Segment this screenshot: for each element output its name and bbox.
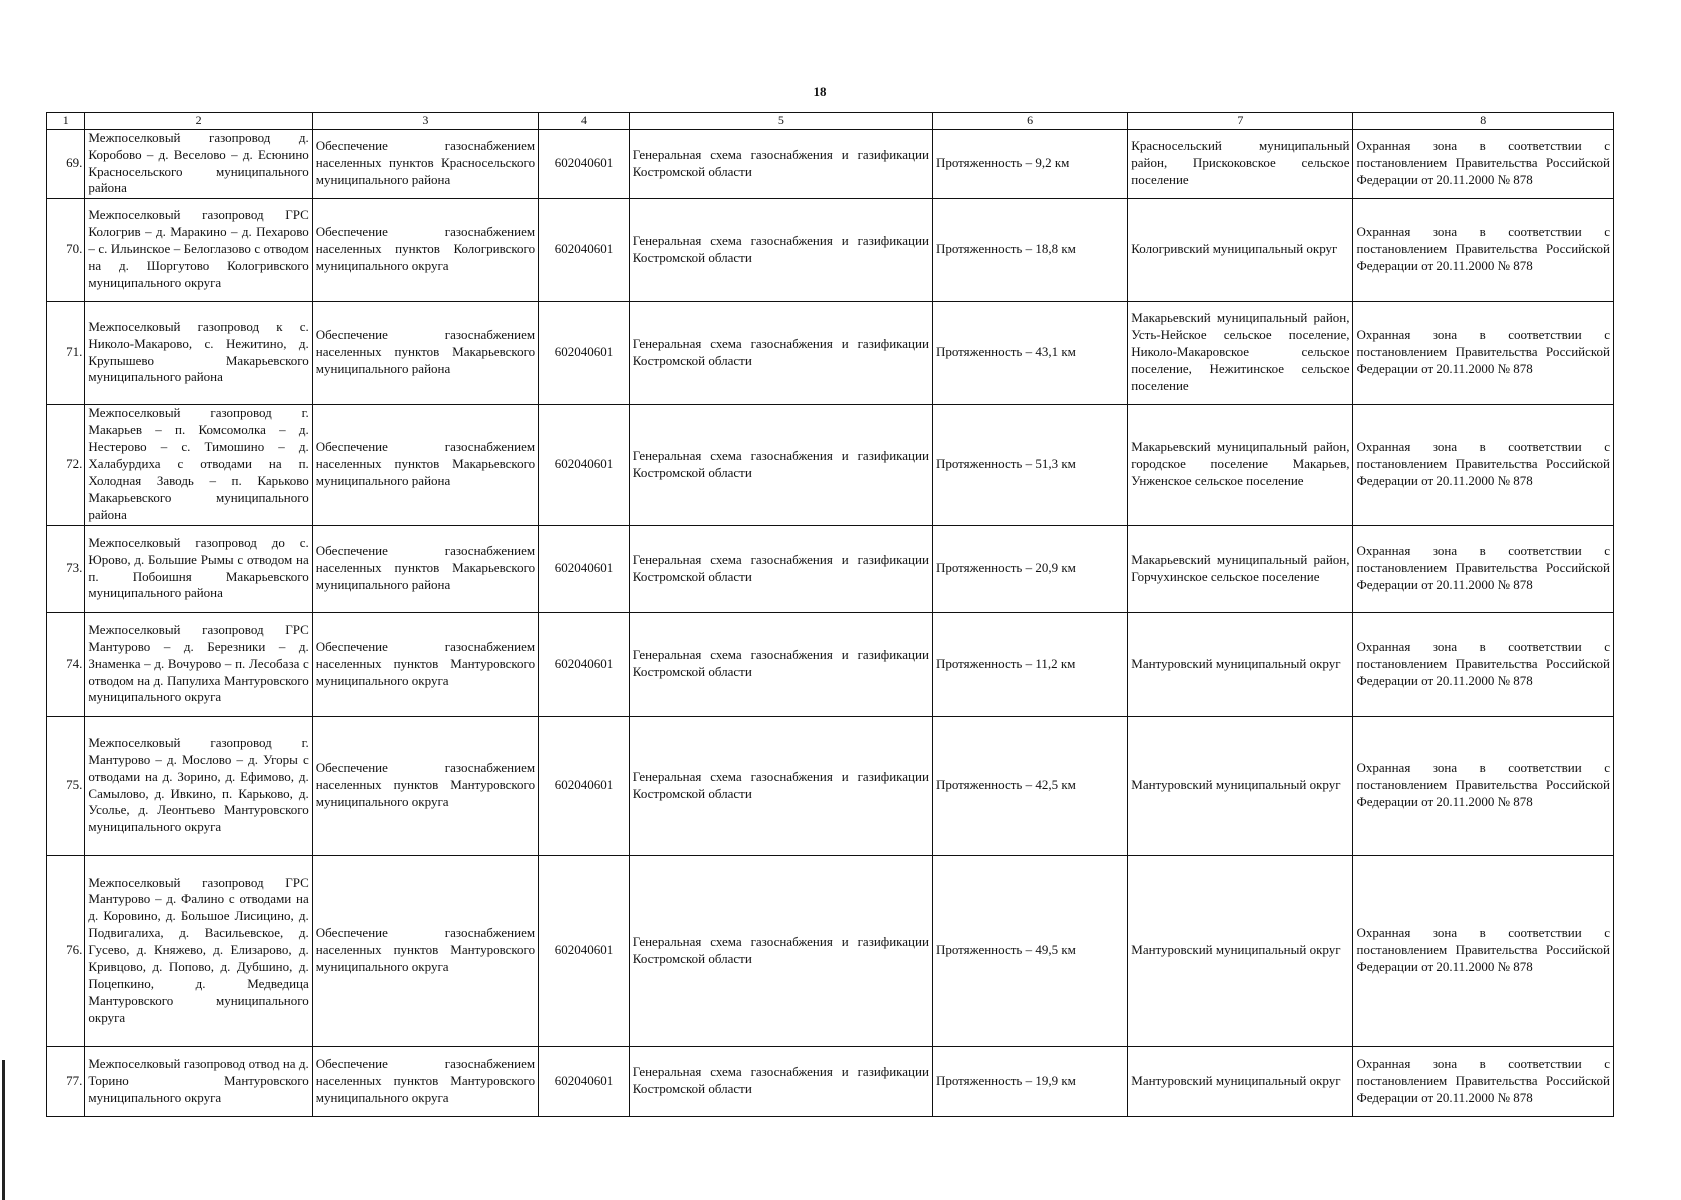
table-row bbox=[47, 1046, 1614, 1116]
object-location: Кологривский муниципальный округ bbox=[1128, 198, 1353, 301]
object-name: Межпоселковый газопровод ГРС Кологрив – д. Маракино – д. Пехарово – с. Ильинское – Белоглазово с отводом на д. Шоргутово Кологривского муниципального округа bbox=[85, 198, 312, 301]
object-purpose: Обеспечение газоснабжением населенных пунктов Мантуровского муниципального округа bbox=[312, 612, 538, 716]
object-code: 602040601 bbox=[539, 129, 630, 198]
protection-zone: Охранная зона в соответствии с постановлением Правительства Российской Федерации от 20.11.2000 № 878 bbox=[1353, 198, 1614, 301]
object-location: Мантуровский муниципальный округ bbox=[1128, 1046, 1353, 1116]
object-name: Межпоселковый газопровод к с. Николо-Макарово, с. Нежитино, д. Крупышево Макарьевского муниципального района bbox=[85, 301, 312, 404]
basis-document: Генеральная схема газоснабжения и газификации Костромской области bbox=[629, 129, 932, 198]
basis-document: Генеральная схема газоснабжения и газификации Костромской области bbox=[629, 855, 932, 1046]
object-location: Макарьевский муниципальный район, Горчухинское сельское поселение bbox=[1128, 525, 1353, 612]
object-name: Межпоселковый газопровод до с. Юрово, д. Большие Рымы с отводом на п. Побоишня Макарьевского муниципального района bbox=[85, 525, 312, 612]
object-length: Протяженность – 9,2 км bbox=[932, 129, 1127, 198]
object-name: Межпоселковый газопровод г. Макарьев – п. Комсомолка – д. Нестерово – с. Тимошино – д. Халабурдиха с отводами на п. Холодная Заводь – п. Карьково Макарьевского муниципального района bbox=[85, 404, 312, 525]
object-purpose: Обеспечение газоснабжением населенных пунктов Красносельского муниципального района bbox=[312, 129, 538, 198]
table-row bbox=[47, 612, 1614, 716]
column-number: 6 bbox=[932, 113, 1127, 130]
protection-zone: Охранная зона в соответствии с постановлением Правительства Российской Федерации от 20.11.2000 № 878 bbox=[1353, 1046, 1614, 1116]
object-code: 602040601 bbox=[539, 404, 630, 525]
table-row bbox=[47, 855, 1614, 1046]
object-location: Красносельский муниципальный район, Прискоковское сельское поселение bbox=[1128, 129, 1353, 198]
basis-document: Генеральная схема газоснабжения и газификации Костромской области bbox=[629, 1046, 932, 1116]
column-number: 5 bbox=[629, 113, 932, 130]
object-purpose: Обеспечение газоснабжением населенных пунктов Мантуровского муниципального округа bbox=[312, 716, 538, 855]
basis-document: Генеральная схема газоснабжения и газификации Костромской области bbox=[629, 716, 932, 855]
object-code: 602040601 bbox=[539, 1046, 630, 1116]
column-number: 1 bbox=[47, 113, 85, 130]
row-number: 69. bbox=[47, 129, 85, 198]
row-number: 71. bbox=[47, 301, 85, 404]
page-number: 18 bbox=[813, 84, 827, 99]
object-purpose: Обеспечение газоснабжением населенных пунктов Кологривского муниципального округа bbox=[312, 198, 538, 301]
basis-document: Генеральная схема газоснабжения и газификации Костромской области bbox=[629, 525, 932, 612]
basis-document: Генеральная схема газоснабжения и газификации Костромской области bbox=[629, 198, 932, 301]
object-name: Межпоселковый газопровод д. Коробово – д. Веселово – д. Есюнино Красносельского муниципального района bbox=[85, 129, 312, 198]
object-name: Межпоселковый газопровод г. Мантурово – д. Мослово – д. Угоры с отводами на д. Зорино, д. Ефимово, д. Самылово, д. Ивкино, п. Карьково, д. Усолье, д. Леонтьево Мантуровского муниципального округа bbox=[85, 716, 312, 855]
object-code: 602040601 bbox=[539, 301, 630, 404]
basis-document: Генеральная схема газоснабжения и газификации Костромской области bbox=[629, 404, 932, 525]
object-length: Протяженность – 19,9 км bbox=[932, 1046, 1127, 1116]
column-number: 7 bbox=[1128, 113, 1353, 130]
object-code: 602040601 bbox=[539, 525, 630, 612]
column-number: 2 bbox=[85, 113, 312, 130]
object-location: Мантуровский муниципальный округ bbox=[1128, 855, 1353, 1046]
object-length: Протяженность – 18,8 км bbox=[932, 198, 1127, 301]
register-table bbox=[46, 112, 1614, 1117]
object-length: Протяженность – 42,5 км bbox=[932, 716, 1127, 855]
row-number: 73. bbox=[47, 525, 85, 612]
row-number: 76. bbox=[47, 855, 85, 1046]
object-code: 602040601 bbox=[539, 198, 630, 301]
protection-zone: Охранная зона в соответствии с постановлением Правительства Российской Федерации от 20.11.2000 № 878 bbox=[1353, 301, 1614, 404]
object-purpose: Обеспечение газоснабжением населенных пунктов Макарьевского муниципального района bbox=[312, 404, 538, 525]
object-location: Мантуровский муниципальный округ bbox=[1128, 716, 1353, 855]
protection-zone: Охранная зона в соответствии с постановлением Правительства Российской Федерации от 20.11.2000 № 878 bbox=[1353, 404, 1614, 525]
protection-zone: Охранная зона в соответствии с постановлением Правительства Российской Федерации от 20.11.2000 № 878 bbox=[1353, 612, 1614, 716]
object-location: Макарьевский муниципальный район, Усть-Нейское сельское поселение, Николо-Макаровское сельское поселение, Нежитинское сельское поселение bbox=[1128, 301, 1353, 404]
column-number: 4 bbox=[539, 113, 630, 130]
object-purpose: Обеспечение газоснабжением населенных пунктов Мантуровского муниципального округа bbox=[312, 1046, 538, 1116]
scan-artifact-line bbox=[2, 1060, 5, 1200]
table-row bbox=[47, 129, 1614, 198]
table-row bbox=[47, 525, 1614, 612]
object-code: 602040601 bbox=[539, 716, 630, 855]
object-code: 602040601 bbox=[539, 855, 630, 1046]
row-number: 75. bbox=[47, 716, 85, 855]
object-purpose: Обеспечение газоснабжением населенных пунктов Макарьевского муниципального района bbox=[312, 525, 538, 612]
column-number: 3 bbox=[312, 113, 538, 130]
protection-zone: Охранная зона в соответствии с постановлением Правительства Российской Федерации от 20.11.2000 № 878 bbox=[1353, 129, 1614, 198]
row-number: 77. bbox=[47, 1046, 85, 1116]
row-number: 72. bbox=[47, 404, 85, 525]
object-length: Протяженность – 43,1 км bbox=[932, 301, 1127, 404]
object-name: Межпоселковый газопровод отвод на д. Торино Мантуровского муниципального округа bbox=[85, 1046, 312, 1116]
object-purpose: Обеспечение газоснабжением населенных пунктов Мантуровского муниципального округа bbox=[312, 855, 538, 1046]
object-code: 602040601 bbox=[539, 612, 630, 716]
protection-zone: Охранная зона в соответствии с постановлением Правительства Российской Федерации от 20.11.2000 № 878 bbox=[1353, 855, 1614, 1046]
column-number: 8 bbox=[1353, 113, 1614, 130]
row-number: 74. bbox=[47, 612, 85, 716]
table-row bbox=[47, 716, 1614, 855]
basis-document: Генеральная схема газоснабжения и газификации Костромской области bbox=[629, 301, 932, 404]
object-name: Межпоселковый газопровод ГРС Мантурово – д. Фалино с отводами на д. Коровино, д. Большое Лисицино, д. Подвигалиха, д. Васильевское, д. Гусево, д. Княжево, д. Елизарово, д. Кривцово, д. Попово, д. Дубшино, д. Поцепкино, д. Медведица Мантуровского муниципального округа bbox=[85, 855, 312, 1046]
column-number-row bbox=[47, 113, 1614, 130]
object-location: Мантуровский муниципальный округ bbox=[1128, 612, 1353, 716]
protection-zone: Охранная зона в соответствии с постановлением Правительства Российской Федерации от 20.11.2000 № 878 bbox=[1353, 716, 1614, 855]
object-length: Протяженность – 51,3 км bbox=[932, 404, 1127, 525]
object-purpose: Обеспечение газоснабжением населенных пунктов Макарьевского муниципального района bbox=[312, 301, 538, 404]
table-row bbox=[47, 198, 1614, 301]
row-number: 70. bbox=[47, 198, 85, 301]
basis-document: Генеральная схема газоснабжения и газификации Костромской области bbox=[629, 612, 932, 716]
object-length: Протяженность – 20,9 км bbox=[932, 525, 1127, 612]
object-name: Межпоселковый газопровод ГРС Мантурово – д. Березники – д. Знаменка – д. Вочурово – п. Лесобаза с отводом на д. Папулиха Мантуровского муниципального округа bbox=[85, 612, 312, 716]
object-location: Макарьевский муниципальный район, городское поселение Макарьев, Унженское сельское поселение bbox=[1128, 404, 1353, 525]
protection-zone: Охранная зона в соответствии с постановлением Правительства Российской Федерации от 20.11.2000 № 878 bbox=[1353, 525, 1614, 612]
object-length: Протяженность – 49,5 км bbox=[932, 855, 1127, 1046]
object-length: Протяженность – 11,2 км bbox=[932, 612, 1127, 716]
table-row bbox=[47, 404, 1614, 525]
table-row bbox=[47, 301, 1614, 404]
